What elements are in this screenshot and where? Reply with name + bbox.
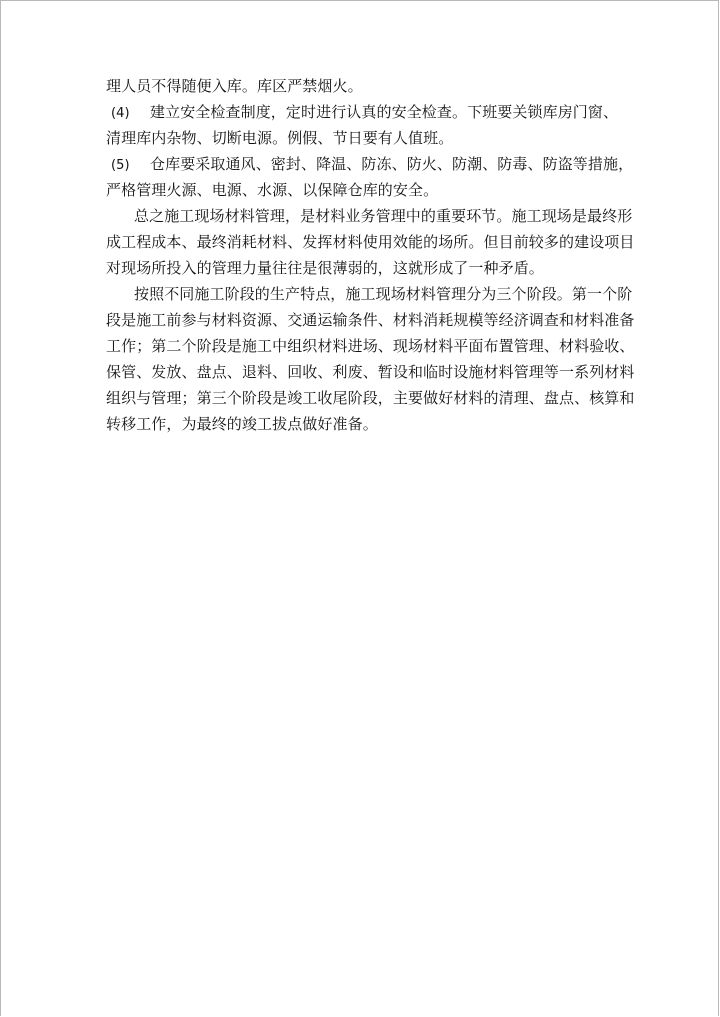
list-number: (5) — [111, 158, 130, 173]
list-number: (4) — [111, 106, 130, 121]
text-line: 组织与管理；第三个阶段是竣工收尾阶段，主要做好材料的清理、盘点、核算和 — [106, 389, 635, 407]
text-line: 严格管理火源、电源、水源、以保障仓库的安全。 — [106, 181, 439, 199]
text-line: 工作；第二个阶段是施工中组织材料进场、现场材料平面布置管理、材料验收、 — [106, 337, 635, 355]
text-line: 建立安全检查制度，定时进行认真的安全检查。下班要关锁库房门窗、 — [150, 103, 619, 121]
text-line: 仓库要采取通风、密封、降温、防冻、防火、防潮、防毒、防盗等措施， — [150, 155, 634, 173]
paragraph-start: 按照不同施工阶段的生产特点，施工现场材料管理分为三个阶段。第一个阶 — [134, 285, 633, 303]
text-line: 转移工作，为最终的竣工拔点做好准备。 — [106, 415, 378, 433]
list-item-5 — [106, 151, 634, 177]
text-line: 成工程成本、最终消耗材料、发挥材料使用效能的场所。但目前较多的建设项目 — [106, 233, 635, 251]
text-line: 对现场所投入的管理力量往往是很薄弱的，这就形成了一种矛盾。 — [106, 259, 544, 277]
text-line: 保管、发放、盘点、退料、回收、利废、暂设和临时设施材料管理等一系列材料 — [106, 363, 635, 381]
text-line: 理人员不得随便入库。库区严禁烟火。 — [106, 77, 363, 95]
list-item-4 — [106, 99, 620, 125]
document-body — [106, 73, 635, 437]
text-line: 段是施工前参与材料资源、交通运输条件、材料消耗规模等经济调查和材料准备 — [106, 311, 635, 329]
paragraph-start: 总之施工现场材料管理，是材料业务管理中的重要环节。施工现场是最终形 — [134, 207, 633, 225]
text-line: 清理库内杂物、切断电源。例假、节日要有人值班。 — [106, 129, 454, 147]
